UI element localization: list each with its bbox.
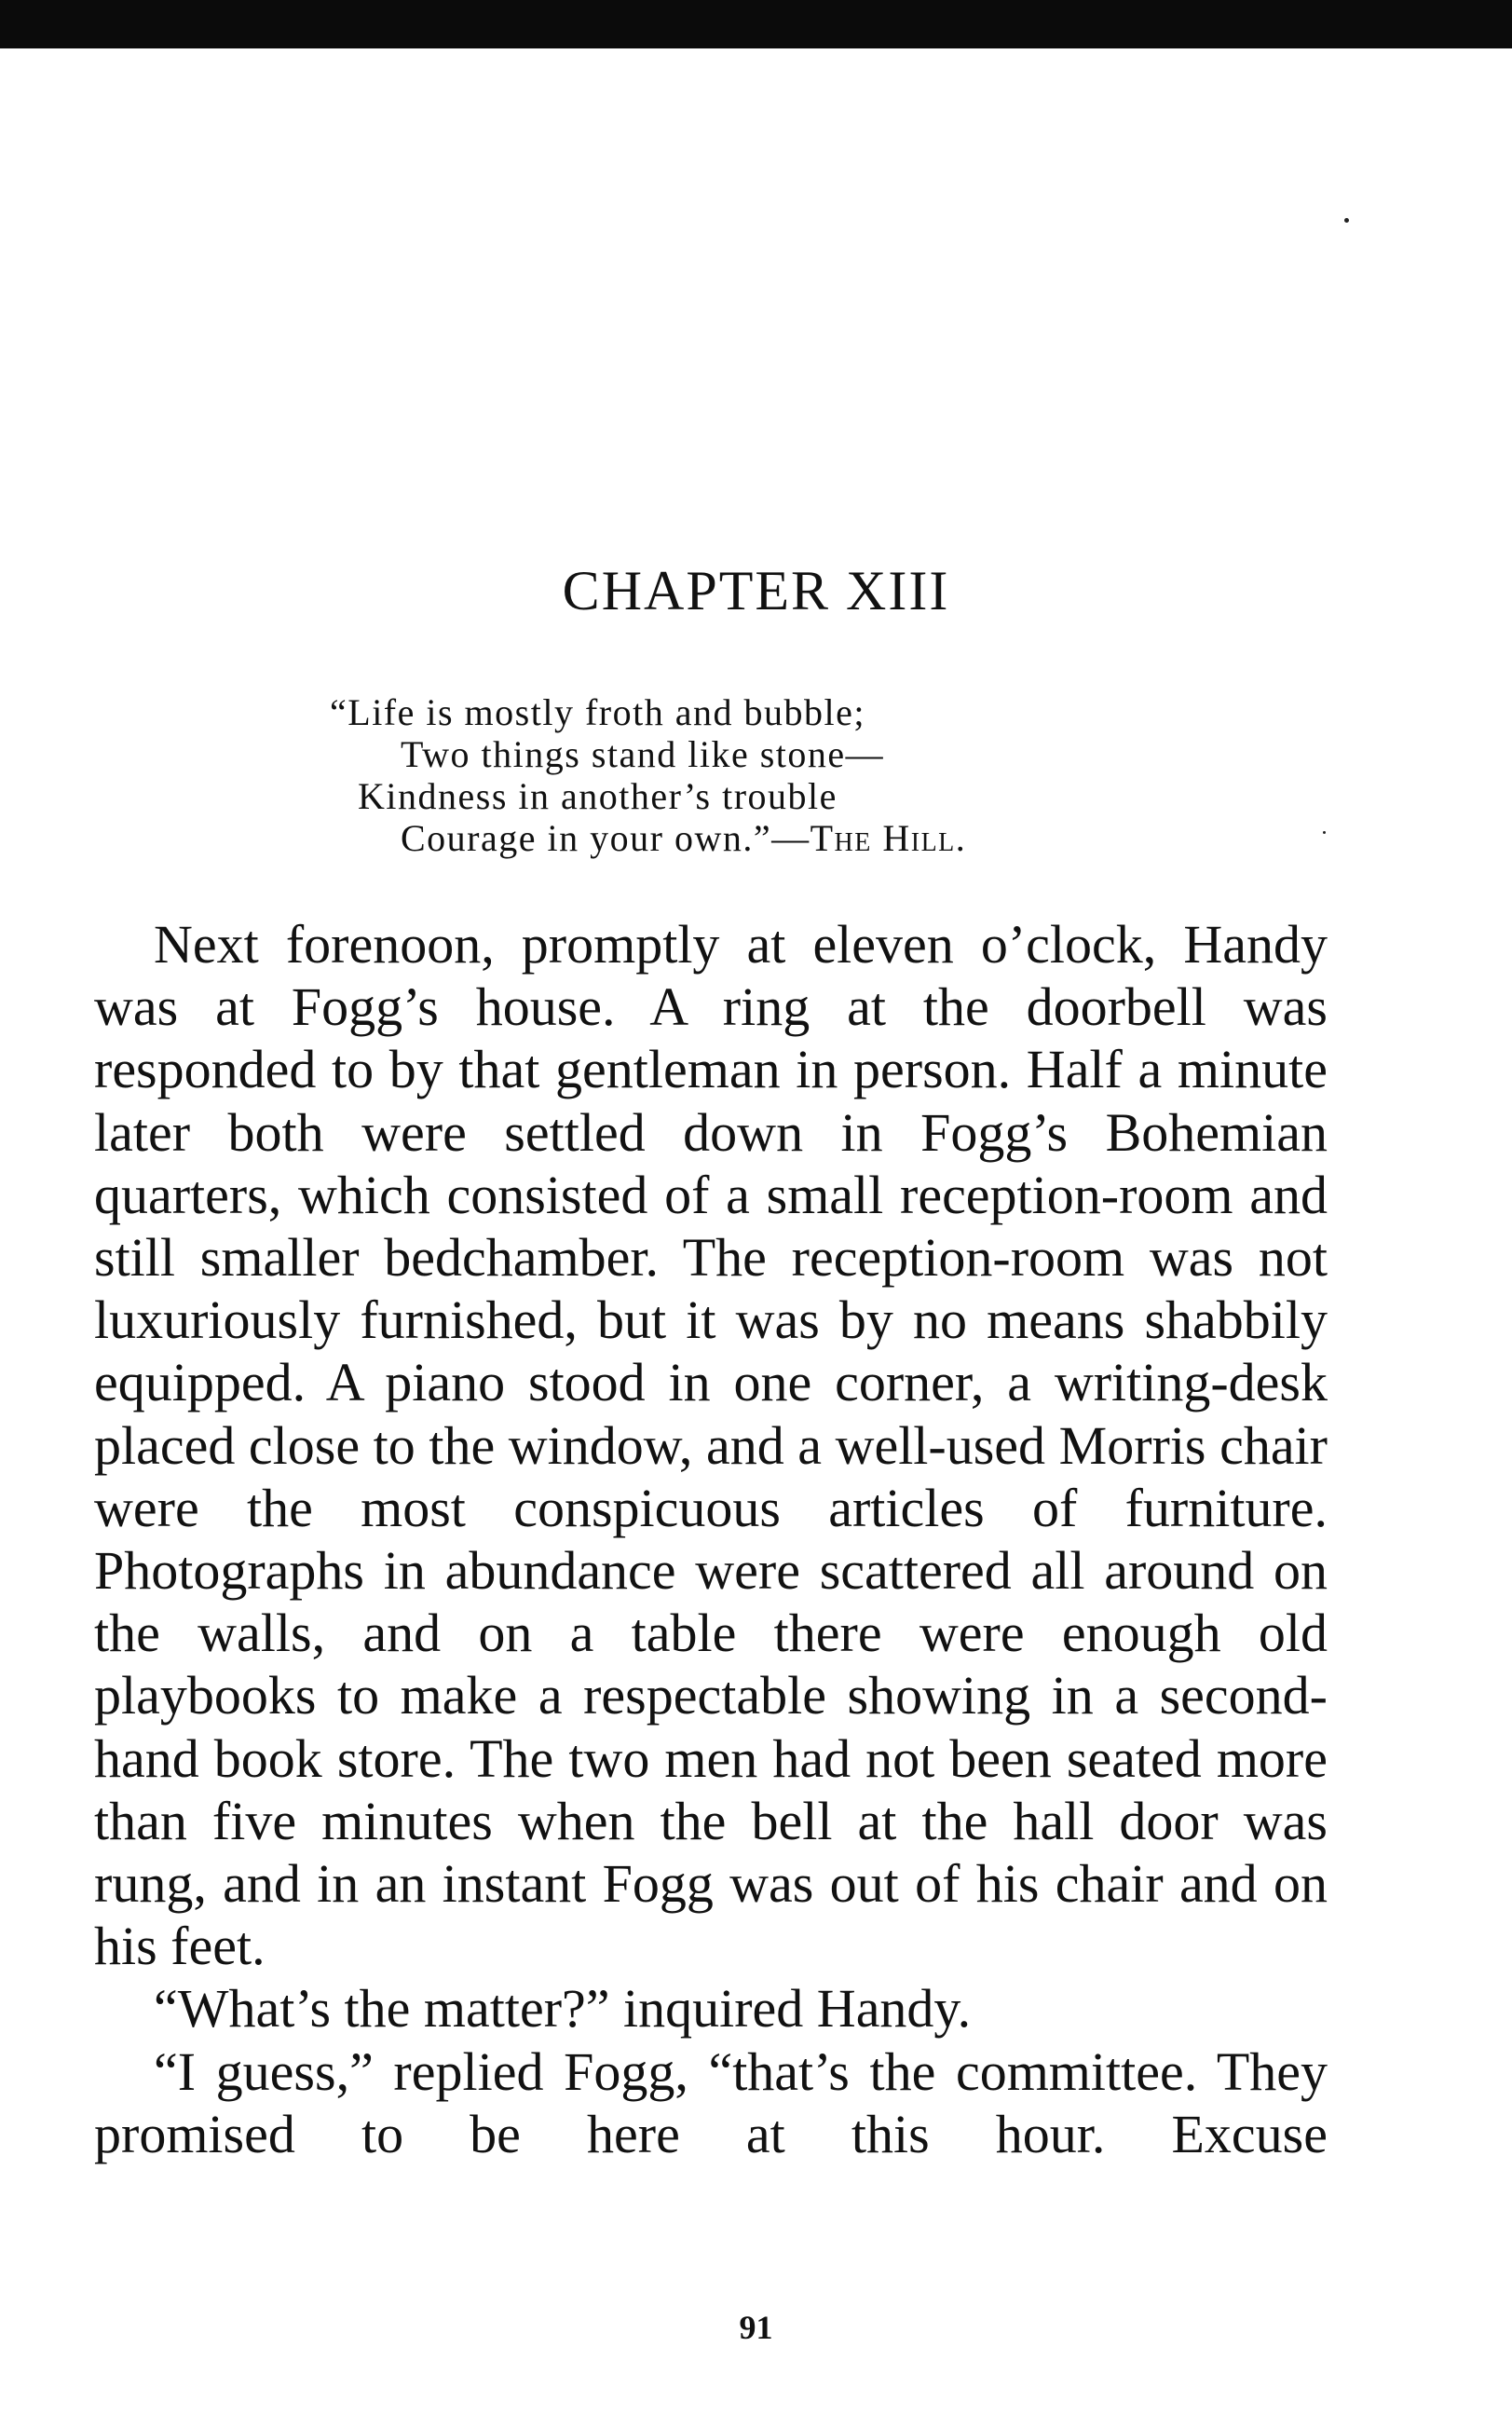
epigraph-line-3: Kindness in another’s trouble [358, 775, 838, 817]
paragraph-3: “I guess,” replied Fogg, “that’s the committee. They promised to be here at this hour. Excuse [94, 2040, 1328, 2164]
epigraph-line-1: “Life is mostly froth and bubble; [330, 691, 865, 733]
epigraph-line-2: Two things stand like stone— [401, 733, 885, 775]
epigraph [330, 691, 1168, 859]
scan-speck [1344, 218, 1349, 223]
epigraph-line-4-text: Courage in your own.”— [401, 817, 810, 859]
paragraph-2: “What’s the matter?” inquired Handy. [154, 1978, 972, 2040]
page-number: 91 [739, 2309, 773, 2346]
body-text [94, 913, 1328, 2165]
paragraph-1: Next forenoon, promptly at eleven o’clock, Handy was at Fogg’s house. A ring at the doorbell was responded to by that gentleman in person. Half a minute later both were settled down in Fogg’s Bohemian quarters, which consisted of a small reception-room and still smaller bedchamber. The reception-room was not luxuriously furnished, but it was by no means shabbily equipped. A piano stood in one corner, a writing-desk placed close to the window, and a well-used Morris chair were the most conspicuous articles of furniture. Photographs in abundance were scattered all around on the walls, and on a table there were enough old playbooks to make a respectable showing in a second-hand book store. The two men had not been seated more than five minutes when the bell at the hall door was rung, and in an instant Fogg was out of his chair and on his feet. [94, 914, 1328, 1977]
epigraph-source: The Hill. [810, 817, 967, 859]
chapter-title: CHAPTER XIII [562, 560, 950, 621]
top-scan-border [0, 0, 1512, 48]
scan-speck [1323, 831, 1326, 834]
epigraph-line-4 [330, 817, 1168, 859]
